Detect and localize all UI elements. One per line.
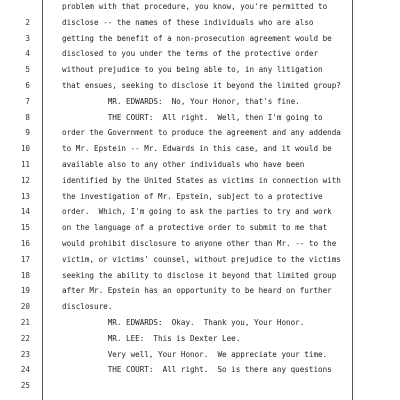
line-number: 25 (20, 381, 30, 391)
line-text: order. Which, I'm going to ask the parties to try and work (62, 207, 332, 217)
transcript-line (0, 190, 400, 204)
line-number: 6 (25, 81, 30, 90)
line-number: 15 (20, 223, 30, 233)
line-text: on the language of a protective order to submit to me that (62, 223, 328, 233)
transcript-line (0, 0, 400, 14)
line-text: that ensues, seeking to disclose it beyond the limited group? (62, 81, 341, 90)
line-number: 8 (25, 112, 30, 122)
line-text: the investigation of Mr. Epstein, subject to a protective (62, 191, 323, 201)
transcript-line (0, 363, 400, 377)
transcript-line (0, 269, 400, 283)
line-text: Very well, Your Honor. We appreciate your time. (62, 349, 328, 359)
line-text: seeking the ability to disclose it beyond that limited group (62, 270, 337, 280)
transcript-line (0, 79, 400, 93)
line-number: 13 (20, 191, 30, 201)
transcript-line (0, 47, 400, 61)
line-number: 7 (25, 96, 30, 106)
transcript-line (0, 95, 400, 109)
line-text: MR. LEE: This is Dexter Lee. (62, 333, 241, 343)
line-text: victim, or victims' counsel, without prejudice to the victims (62, 254, 341, 264)
line-text: available also to any other individuals who have been (62, 160, 305, 169)
line-number: 22 (20, 333, 30, 343)
line-number: 4 (25, 49, 30, 59)
line-number: 19 (20, 286, 30, 296)
transcript-line (0, 300, 400, 314)
line-number: 24 (20, 365, 30, 375)
line-number: 14 (20, 207, 30, 217)
line-text: order the Government to produce the agreement and any addenda (62, 128, 341, 138)
line-text: MR. EDWARDS: No, Your Honor, that's fine. (62, 96, 300, 106)
line-number: 21 (20, 318, 30, 327)
line-number: 20 (20, 302, 30, 312)
transcript-line (0, 111, 400, 125)
line-number: 18 (20, 270, 30, 280)
line-text: after Mr. Epstein has an opportunity to be heard on further (62, 286, 332, 296)
line-number: 23 (20, 349, 30, 359)
line-text: problem with that procedure, you know, you're permitted to (62, 2, 328, 11)
line-text: disclose -- the names of these individuals who are also (62, 17, 314, 27)
transcript-line (0, 205, 400, 219)
line-number: 11 (20, 160, 30, 169)
transcript-line (0, 316, 400, 330)
line-text: getting the benefit of a non-prosecution agreement would be (62, 33, 332, 43)
transcript-line (0, 142, 400, 156)
transcript-line (0, 348, 400, 362)
line-number: 16 (20, 239, 30, 248)
line-number: 17 (20, 254, 30, 264)
line-number: 10 (20, 144, 30, 154)
transcript-line (0, 16, 400, 30)
line-text: would prohibit disclosure to anyone other than Mr. -- to the (62, 239, 337, 248)
transcript-line (0, 63, 400, 77)
line-number: 5 (25, 65, 30, 75)
line-number: 3 (25, 33, 30, 43)
line-text: without prejudice to you being able to, in any litigation (62, 65, 323, 75)
transcript-line (0, 221, 400, 235)
line-number: 12 (20, 175, 30, 185)
line-text: identified by the United States as victims in connection with (62, 175, 341, 185)
line-text: to Mr. Epstein -- Mr. Edwards in this case, and it would be (62, 144, 332, 154)
transcript-line (0, 158, 400, 172)
transcript-line (0, 332, 400, 346)
transcript-line (0, 253, 400, 267)
line-text: THE COURT: All right. So is there any questions (62, 365, 332, 375)
line-text: THE COURT: All right. Well, then I'm going to (62, 112, 323, 122)
transcript-line (0, 237, 400, 251)
transcript-line (0, 284, 400, 298)
line-text: disclosed to you under the terms of the protective order (62, 49, 319, 59)
line-number: 2 (25, 17, 30, 27)
transcript-line (0, 174, 400, 188)
line-number: 9 (25, 128, 30, 138)
line-text: MR. EDWARDS: Okay. Thank you, Your Honor. (62, 318, 305, 327)
transcript-line (0, 379, 400, 393)
transcript-line (0, 32, 400, 46)
transcript-line (0, 126, 400, 140)
line-text: disclosure. (62, 302, 113, 312)
